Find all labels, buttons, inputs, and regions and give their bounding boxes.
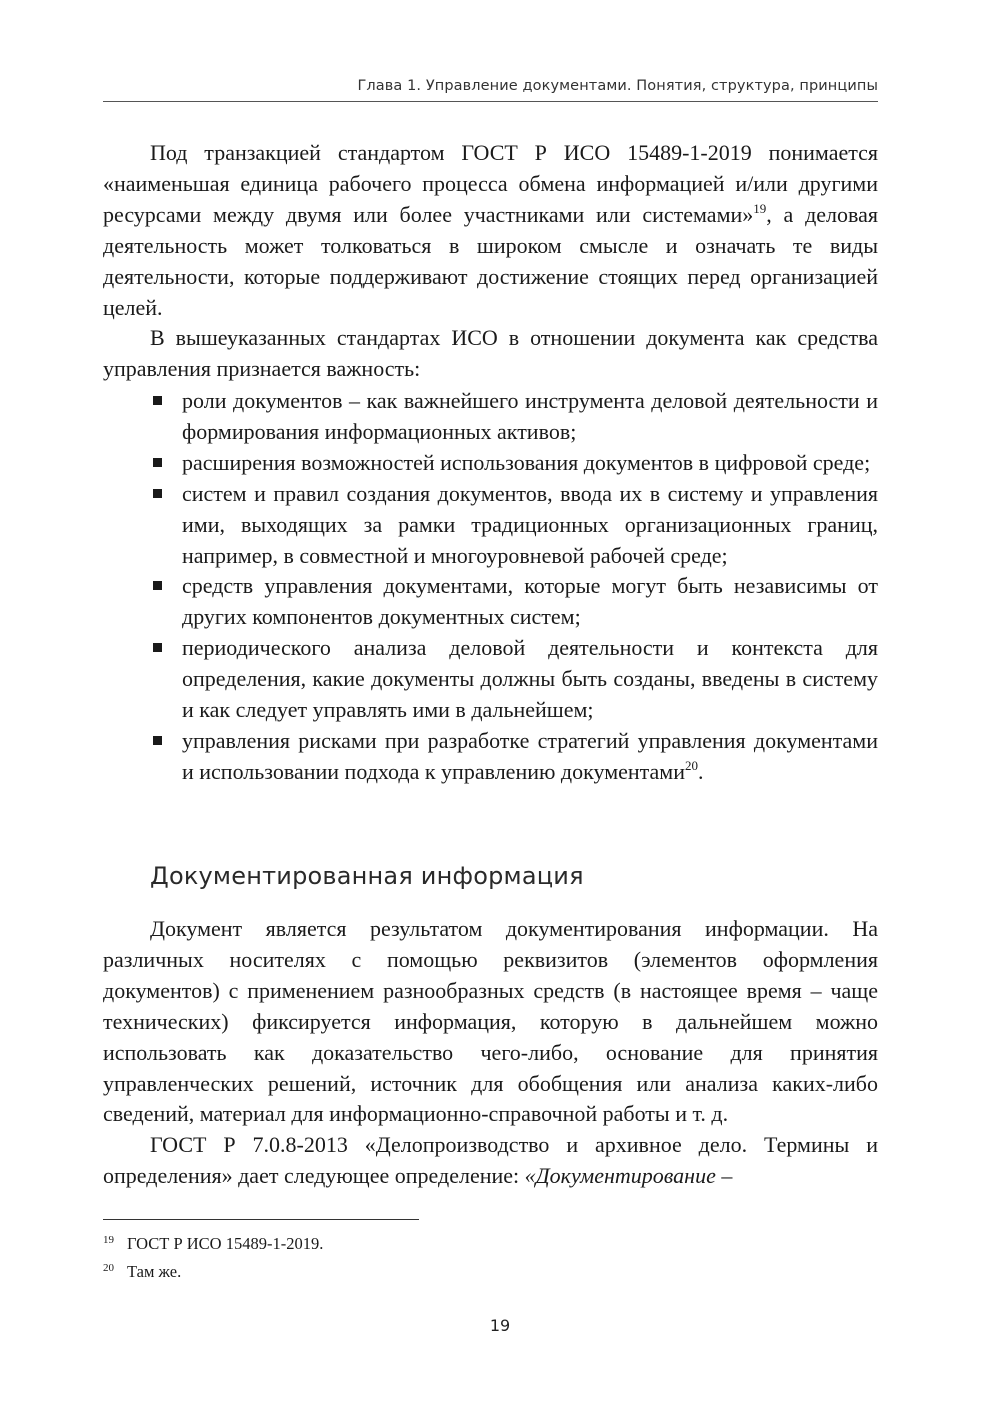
footnote-ref-20[interactable]: 20 xyxy=(685,757,699,773)
list-item xyxy=(103,726,878,788)
footnote-text: Там же. xyxy=(127,1262,182,1281)
paragraph-document: Документ является результатом документирования информации. На различных носителях с помощью реквизитов (элементов оформления документов) с применением разнообразных средств (в настоящее время – чаще технических) фиксируется информация, которую в дальнейшем можно использовать как доказательство чего-либо, основание для принятия управленческих решений, источник для обобщения или анализа каких-либо сведений, материал для информационно-справочной работы и т. д. xyxy=(103,916,878,1127)
paragraph-importance: В вышеуказанных стандартах ИСО в отношении документа как средства управления признается важность: xyxy=(103,325,878,382)
list-item-text: роли документов – как важнейшего инструмента деловой деятельности и формирования информационных активов; xyxy=(182,388,878,444)
italic-quote: «Документирование – xyxy=(524,1163,733,1189)
bullet-icon xyxy=(153,581,162,590)
paragraph-text: ГОСТ Р 7.0.8-2013 «Делопроизводство и архивное дело. Термины и определения» дает следующее определение: xyxy=(103,1132,878,1189)
section-heading: Документированная информация xyxy=(150,862,584,890)
bullet-icon xyxy=(153,736,162,745)
footnote-19 xyxy=(103,1234,323,1254)
bullet-icon xyxy=(153,458,162,467)
list-item-text: систем и правил создания документов, ввода их в систему и управления ими, выходящих за рамки традиционных организационных границ, например, в совместной и многоуровневой рабочей среде; xyxy=(182,480,878,568)
list-item-text: средств управления документами, которые могут быть независимы от других компонентов документных систем; xyxy=(182,573,878,630)
paragraph-transaction xyxy=(103,138,878,323)
list-item-end: . xyxy=(698,758,704,784)
bullet-icon xyxy=(153,489,162,498)
footnote-number: 20 xyxy=(103,1262,114,1274)
importance-list xyxy=(103,386,878,788)
paragraph-gost xyxy=(103,1130,878,1192)
footnote-ref-19[interactable]: 19 xyxy=(753,200,767,216)
paragraph-text: , а деловая деятельность может толковаться в широком смысле и означать те виды деятельности, которые поддерживают достижение стоящих перед организацией целей. xyxy=(103,201,879,320)
paragraph-text: Под транзакцией стандартом ГОСТ Р ИСО 15489-1-2019 понимается «наименьшая единица рабочего процесса обмена информацией и/или другими ресурсами между двумя или более участниками или системами» xyxy=(103,140,878,227)
list-item-text: расширения возможностей использования документов в цифровой среде; xyxy=(182,449,871,475)
running-head: Глава 1. Управление документами. Понятия, структура, принципы xyxy=(357,78,878,94)
footnote-rule xyxy=(103,1219,419,1220)
bullet-icon xyxy=(153,396,162,405)
list-item-text: периодического анализа деловой деятельности и контекста для определения, какие документы должны быть созданы, введены в систему и как следует управлять ими в дальнейшем; xyxy=(182,635,878,723)
list-item xyxy=(103,386,878,448)
list-item xyxy=(103,448,878,479)
footnote-text: ГОСТ Р ИСО 15489-1-2019. xyxy=(127,1234,324,1253)
list-item xyxy=(103,479,878,572)
footnote-20 xyxy=(103,1262,181,1282)
page-number: 19 xyxy=(489,1316,511,1335)
bullet-icon xyxy=(153,643,162,652)
list-item xyxy=(103,633,878,726)
header-rule xyxy=(103,101,878,102)
list-item-text: управления рисками при разработке стратегий управления документами и использовании подхода к управлению документами xyxy=(182,727,878,784)
footnote-number: 19 xyxy=(103,1234,114,1246)
intro-text xyxy=(103,138,878,385)
list-item xyxy=(103,571,878,633)
section-text xyxy=(103,914,878,1192)
